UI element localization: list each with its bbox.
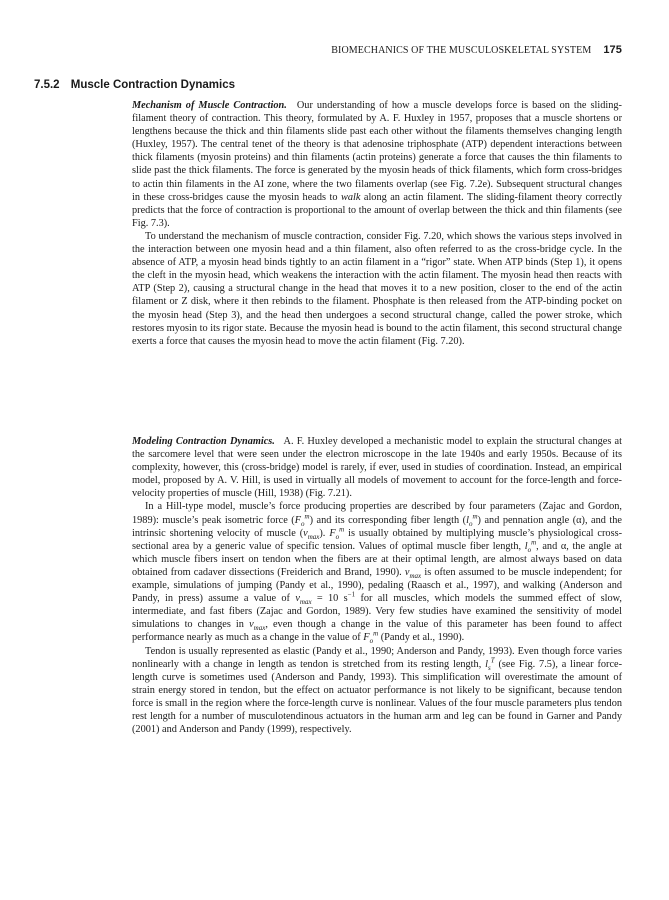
symbol-sub: o — [369, 637, 374, 646]
symbol-base: F — [329, 527, 336, 539]
symbol-force — [329, 525, 345, 541]
mechanism-subsection — [132, 99, 622, 348]
symbol-base: F — [363, 632, 370, 644]
modeling-text-1: A. F. Huxley developed a mechanistic model to explain the structural changes at the sarcomere level that were seen under the electron microscope in the late 1940s and early 1950s. Because of its complexity, however, this (cross-bridge) model is rarely, if ever, used in studies of coordination. Instead, an empirical model, proposed by A. V. Hill, is used in virtually all models of movement to account for the force-length and force-velocity properties of muscle (Hill, 1938) (Fig. 7.21). — [132, 436, 622, 500]
symbol-base: l — [485, 658, 488, 670]
running-title: BIOMECHANICS OF THE MUSCULOSKELETAL SYSTEM — [331, 45, 592, 56]
section-number: 7.5.2 — [34, 79, 60, 91]
symbol-sup: m — [304, 512, 310, 521]
modeling-text-3b: (see Fig. 7.5), a linear force-length curve is sometimes used (Anderson and Pandy, 1993). This simplification will overestimate the amount of strain energy stored in tendon, but the effect on actuator performance is not likely to be significant, because tendon force is small in the region where the force-length curve is nonlinear. Values of the four muscle parameters plus tendon rest length for a number of musculotendinous actuators in the human arm and leg can be found in Garner and Pandy (2001) and Anderson and Pandy (1999), respectively. — [132, 658, 623, 736]
modeling-text-2b: ) and its corresponding fiber length ( — [309, 514, 467, 526]
section-title: Muscle Contraction Dynamics — [70, 79, 236, 91]
page-number: 175 — [603, 44, 622, 56]
modeling-text-2a: In a Hill-type model, muscle’s force producing properties are described by four parameters (Zajac and Gordon, 1989): muscle’s peak isometric force ( — [132, 501, 622, 526]
symbol-base: v — [303, 527, 308, 539]
symbol-sup: m — [531, 538, 537, 547]
symbol-tendon-length — [485, 656, 495, 672]
symbol-sup: m — [339, 525, 345, 534]
modeling-text-2h: = 10 s — [316, 593, 348, 605]
modeling-text-2c: ) and pennation angle (α), and the intrinsic shortening velocity of muscle ( — [132, 514, 622, 539]
modeling-text-3a: Tendon is usually represented as elastic (Pandy et al., 1990; Anderson and Pandy, 1993). Even though force varies nonlinearly with a change in length as tendon is stretched from its resting length, — [132, 645, 622, 670]
modeling-text-2g: is often assumed to be muscle independent; for example, simulations of jumping (Pandy et al., 1990), pedaling (Raasch et al., 1997), and walking (Anderson and Pandy, in press) assume a value of — [132, 566, 623, 605]
symbol-sub: max — [299, 598, 312, 607]
section-heading — [34, 79, 235, 91]
walk-word: walk — [340, 191, 361, 203]
modeling-text-2j: , even though a change in the value of this parameter has been found to affect performance nearly as much as a change in the value of — [132, 619, 623, 644]
symbol-sub: o — [301, 519, 305, 528]
symbol-sup: m — [373, 629, 379, 638]
mechanism-paragraph-1 — [132, 99, 622, 230]
symbol-sub: o — [335, 532, 340, 541]
symbol-vmax — [249, 619, 266, 633]
modeling-paragraph-3 — [132, 645, 622, 737]
modeling-text-2e: is usually obtained by multiplying muscle’s physiological cross-sectional area by a generic value of specific tension. Values of optimal muscle fiber length, — [132, 527, 623, 552]
symbol-force — [294, 512, 310, 528]
symbol-sup: m — [472, 512, 478, 521]
symbol-base: l — [524, 540, 528, 552]
modeling-text-2d: ). — [319, 527, 326, 539]
modeling-text-2i: for all muscles, which models the summed effect of slow, intermediate, and fast fibers (Zajac and Gordon, 1989). Very few studies have examined the sensitivity of model simulations to changes in — [132, 593, 623, 631]
mechanism-paragraph-2: To understand the mechanism of muscle contraction, consider Fig. 7.20, which shows the various steps involved in the interaction between one myosin head and a thin filament, also often referred to as the cross-bridge cycle. In the absence of ATP, a myosin head binds tightly to an actin filament in a “rigor” state. When ATP binds (Step 1), it opens the cleft in the myosin head, which weakens the interaction with the actin filament. The myosin head then reacts with ATP (Step 2), causing a structural change in the head that moves it to a new position, closer to the end of the actin filament or Z disk, where it then rebinds to the filament. Phosphate is then released from the ATP-binding pocket on the myosin head (Step 3), and the head then undergoes a second structural change, called the power stroke, which restores myosin to its rigor state. Because the myosin head is bound to the actin filament, this second structural change exerts a force that causes the myosin head to move the actin filament (Fig. 7.20). — [132, 230, 622, 347]
symbol-fiber-length — [524, 538, 537, 554]
symbol-fiber-length — [466, 512, 478, 528]
symbol-base: v — [404, 566, 410, 578]
symbol-base: v — [249, 619, 254, 631]
symbol-sub: o — [527, 545, 532, 554]
symbol-vmax — [405, 567, 421, 578]
unit-exponent: −1 — [347, 590, 356, 599]
modeling-heading: Modeling Contraction Dynamics. — [132, 436, 275, 447]
modeling-paragraph-2 — [132, 500, 622, 644]
symbol-sub: s — [488, 663, 491, 672]
modeling-paragraph-1 — [132, 435, 622, 500]
symbol-sup: T — [490, 656, 495, 665]
symbol-vmax — [303, 528, 319, 539]
mechanism-text-1: Our understanding of how a muscle develops force is based on the sliding-filament theory of contraction. This theory, formulated by A. F. Huxley in 1957, proposes that a muscle shortens or lengthens because the thick and thin filaments slide past each other without the filaments themselves changing length (Huxley, 1957). The central tenet of the theory is that adenosine triphosphate (ATP) dependent interactions between thick filaments (myosin proteins) and thin filaments (actin proteins) generate a force that causes the thin filaments to slide past the thick filaments. The force is generated by the myosin heads of thick filaments, which form cross-bridges to actin thin filaments in the AI zone, where the two filaments overlap (see Fig. 7.2e). Subsequent structural changes in these cross-bridges cause the myosin heads to — [132, 100, 622, 203]
modeling-text-2k: (Pandy et al., 1990). — [380, 632, 465, 644]
symbol-base: v — [295, 593, 300, 605]
symbol-force — [363, 629, 379, 646]
modeling-text-2f: , and α, the angle at which muscle fibers insert on tendon when the fibers are at their optimal length, are almost always based on data obtained from cadaver dissections (Freiderich and Brand, 1990). — [132, 540, 623, 578]
symbol-vmax — [295, 593, 312, 607]
symbol-sub: o — [468, 519, 473, 528]
symbol-sub: max — [253, 624, 266, 633]
mechanism-text-1-end: along an actin filament. The sliding-filament theory correctly predicts that the force of contraction is proportional to the amount of overlap between the thick and thin filaments (see Fig. 7.3). — [132, 191, 623, 229]
symbol-base: l — [466, 514, 469, 526]
symbol-sub: max — [307, 532, 320, 541]
symbol-sub: max — [409, 571, 422, 580]
symbol-base: F — [294, 514, 302, 526]
mechanism-heading: Mechanism of Muscle Contraction. — [132, 100, 287, 111]
running-header — [331, 44, 622, 56]
modeling-subsection — [132, 435, 622, 736]
